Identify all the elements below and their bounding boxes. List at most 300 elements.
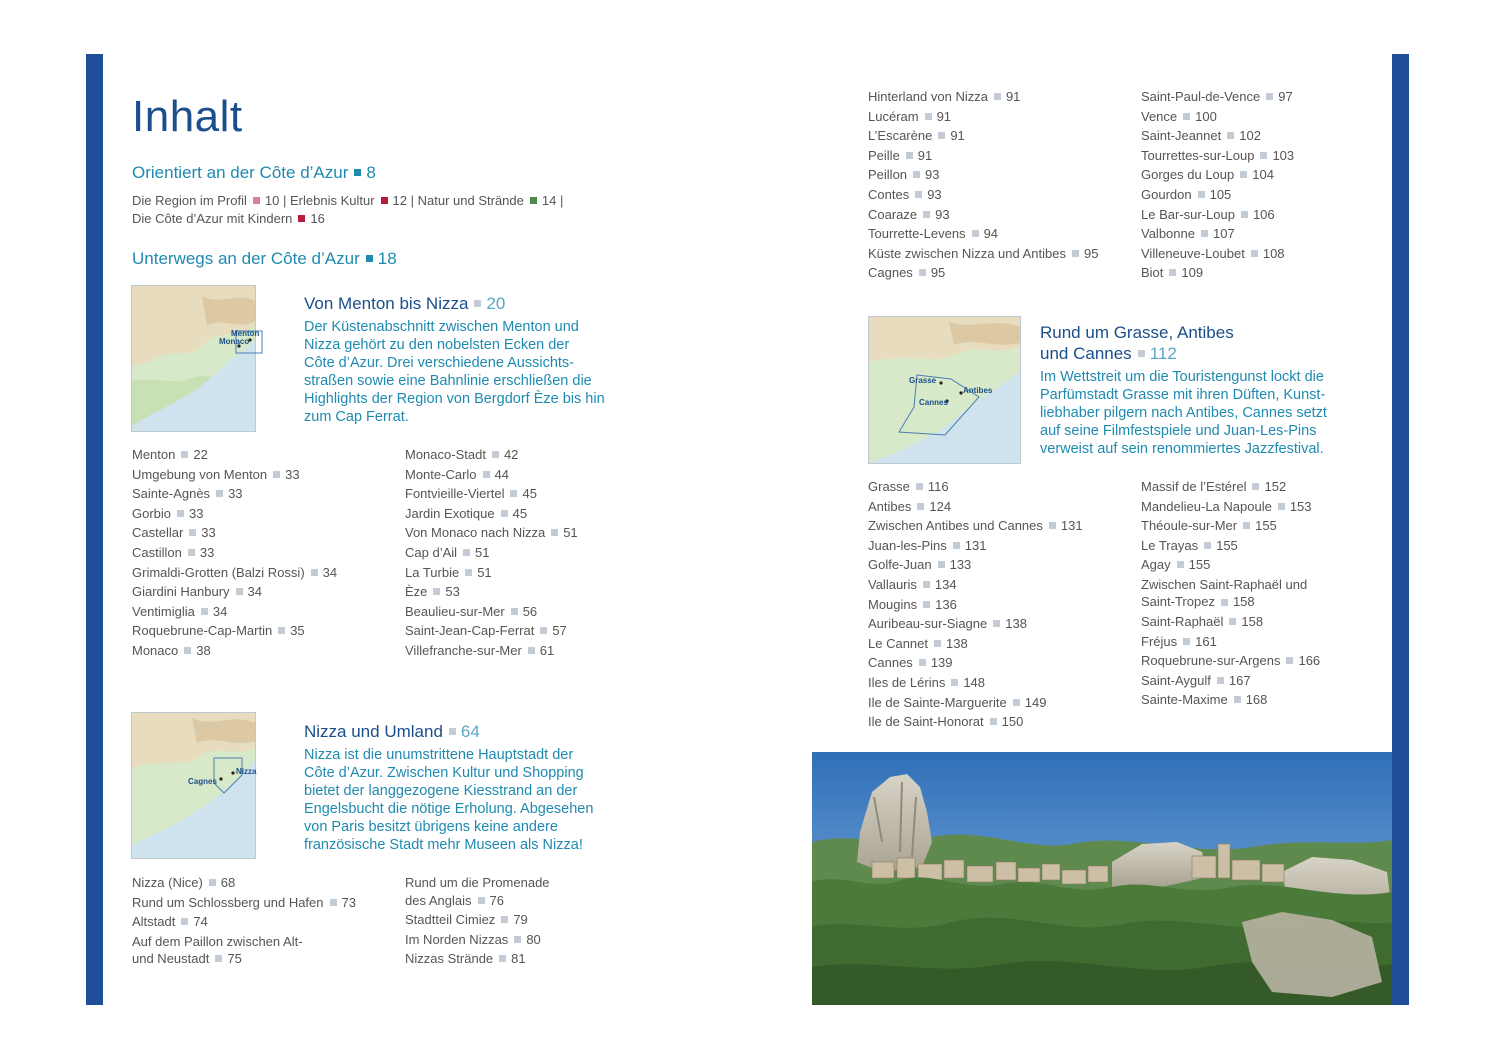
entry-name: Agay <box>1141 557 1171 573</box>
toc-entry[interactable] <box>405 465 578 485</box>
entry-name: Castellar <box>132 525 184 541</box>
entry-page: 155 <box>1216 537 1238 553</box>
entry-name: Umgebung von Menton <box>132 466 268 482</box>
description-line: Parfümstadt Grasse mit ihren Düften, Kunst- <box>1040 387 1326 403</box>
entry-name: Saint-Jean-Cap-Ferrat <box>405 623 535 639</box>
toc-entry[interactable] <box>132 602 337 622</box>
toc-entry[interactable] <box>405 873 550 910</box>
chapter-page-number: 20 <box>486 294 506 313</box>
entry-page: 34 <box>322 564 338 580</box>
toc-entry[interactable] <box>868 693 1083 713</box>
section-heading-orientiert[interactable] <box>132 163 376 183</box>
entry-name: Biot <box>1141 265 1164 281</box>
toc-entry[interactable] <box>1141 536 1320 556</box>
page-marker <box>913 171 920 178</box>
toc-entry[interactable] <box>132 543 337 563</box>
chapter-title-text-cont: und Cannes <box>1040 344 1132 363</box>
page-marker <box>465 569 472 576</box>
topic-natur-straende[interactable]: Natur und Strände <box>417 193 524 208</box>
description-line: Nizza ist die unumstrittene Hauptstadt der <box>304 747 574 763</box>
map-label: Grasse <box>909 376 937 385</box>
entry-name: Rund um Schlossberg und Hafen <box>132 894 324 910</box>
toc-entry[interactable] <box>405 543 578 563</box>
toc-entry[interactable] <box>132 621 337 641</box>
grasse-list-right <box>1141 477 1320 710</box>
topic-page-number: 14 <box>541 193 557 208</box>
page-marker <box>551 529 558 536</box>
entry-name: Sainte-Agnès <box>132 486 211 502</box>
description-line: auf seine Filmfestspiele und Juan-Les-Pins <box>1040 423 1317 439</box>
description-line: französische Stadt mehr Museen als Nizza! <box>304 837 583 853</box>
page-marker <box>1266 93 1273 100</box>
entry-page: 81 <box>511 951 526 967</box>
entry-page: 166 <box>1298 653 1321 669</box>
entry-page: 105 <box>1209 186 1232 202</box>
entry-name: Saint-Raphaël <box>1141 613 1224 629</box>
page-marker <box>540 627 547 634</box>
toc-entry[interactable] <box>1141 107 1294 127</box>
entry-page: 51 <box>563 525 578 541</box>
entry-page: 79 <box>513 912 528 927</box>
entry-name-cont: des Anglais <box>405 892 472 908</box>
chapter-page-number: 64 <box>460 722 480 741</box>
entry-page: 33 <box>285 466 300 482</box>
entry-page: 167 <box>1228 672 1251 688</box>
map-label: Monaco <box>219 337 250 346</box>
toc-entry[interactable] <box>405 949 550 969</box>
entry-page: 80 <box>526 931 541 947</box>
toc-entry[interactable] <box>1141 146 1294 166</box>
page-marker <box>278 627 285 634</box>
toc-entry[interactable] <box>868 244 1098 264</box>
entry-page: 94 <box>983 226 999 242</box>
entry-name: Antibes <box>868 498 912 514</box>
toc-entry[interactable] <box>132 523 337 543</box>
toc-entry[interactable] <box>405 910 550 930</box>
entry-name: Grimaldi-Grotten (Balzi Rossi) <box>132 564 305 580</box>
page-marker <box>1138 350 1145 357</box>
separator: | <box>559 193 564 208</box>
entry-page: 103 <box>1272 147 1295 163</box>
entry-page: 138 <box>1005 616 1027 632</box>
toc-entry[interactable] <box>868 107 1098 127</box>
entry-name: Golfe-Juan <box>868 557 932 573</box>
entry-name: Roquebrune-sur-Argens <box>1141 653 1281 669</box>
page-marker <box>177 510 184 517</box>
description-line: Côte d’Azur. Zwischen Kultur und Shopping <box>304 765 584 781</box>
entry-name: Peille <box>868 147 900 163</box>
menton-list-right <box>405 445 578 661</box>
entry-name: Mandelieu-La Napoule <box>1141 498 1272 514</box>
entry-name: Auf dem Paillon zwischen Alt- <box>132 933 303 949</box>
toc-entry[interactable] <box>405 445 578 465</box>
entry-name: Altstadt <box>132 914 176 930</box>
toc-entry[interactable] <box>132 912 356 932</box>
toc-entry[interactable] <box>868 205 1098 225</box>
entry-page: 61 <box>539 642 555 658</box>
toc-entry[interactable] <box>868 673 1083 693</box>
map-label: Nizza <box>236 767 257 776</box>
toc-entry[interactable] <box>868 653 1083 673</box>
toc-entry[interactable] <box>1141 244 1294 264</box>
toc-entry[interactable] <box>405 641 578 661</box>
toc-entry[interactable] <box>1141 224 1294 244</box>
nizza-list-right <box>405 873 550 969</box>
entry-page: 91 <box>936 108 952 124</box>
toc-entry[interactable] <box>132 873 356 893</box>
toc-entry[interactable] <box>868 536 1083 556</box>
nizza-list-left <box>132 873 356 969</box>
toc-entry[interactable] <box>405 602 578 622</box>
entry-page: 116 <box>927 479 949 494</box>
entry-page: 56 <box>522 603 538 619</box>
page-marker <box>1072 250 1079 257</box>
chapter-title-text: Rund um Grasse, Antibes <box>1040 323 1234 342</box>
entry-name: Coaraze <box>868 206 918 222</box>
entry-name: Villeneuve-Loubet <box>1141 245 1245 261</box>
toc-entry[interactable] <box>1141 575 1320 612</box>
page-marker <box>1221 599 1228 606</box>
toc-entry[interactable] <box>1141 671 1320 691</box>
toc-entry[interactable] <box>868 575 1083 595</box>
entry-name: Zwischen Saint-Raphaël und <box>1141 576 1308 592</box>
page-marker <box>925 113 932 120</box>
toc-entry[interactable] <box>132 504 337 524</box>
page-marker <box>1243 522 1250 529</box>
map-grasse-antibes-cannes <box>868 316 1021 464</box>
toc-entry[interactable] <box>405 484 578 504</box>
entry-page: 34 <box>212 603 228 619</box>
entry-page: 38 <box>196 642 211 658</box>
page-marker <box>1260 152 1267 159</box>
page-marker <box>1227 132 1234 139</box>
entry-name: Jardin Exotique <box>405 505 495 521</box>
entry-name: Valbonne <box>1141 226 1195 242</box>
page-marker <box>253 197 260 204</box>
separator: | <box>410 193 415 208</box>
page-marker <box>1286 657 1293 664</box>
description-line: Highlights der Region von Bergdorf Èze bis hin <box>304 391 605 407</box>
entry-name: Monte-Carlo <box>405 466 477 482</box>
entry-page: 148 <box>963 674 986 690</box>
entry-page: 133 <box>949 557 972 573</box>
entry-name: Saint-Paul-de-Vence <box>1141 89 1261 104</box>
entry-page: 33 <box>199 544 215 560</box>
page-marker <box>181 918 188 925</box>
page-marker <box>273 471 280 478</box>
entry-name: Fontvieille-Viertel <box>405 486 505 502</box>
page-marker <box>474 300 481 307</box>
toc-entry[interactable] <box>132 641 337 661</box>
entry-name: Ile de Sainte-Marguerite <box>868 694 1007 710</box>
entry-page: 139 <box>930 655 953 671</box>
toc-entry[interactable] <box>868 595 1083 615</box>
entry-name: Théoule-sur-Mer <box>1141 518 1238 534</box>
chapter-title-grasse[interactable] <box>1040 322 1234 364</box>
chapter-description-grasse <box>1040 368 1327 458</box>
entry-name: Von Monaco nach Nizza <box>405 525 546 541</box>
entry-page: 107 <box>1212 226 1235 242</box>
entry-name-cont: Saint-Tropez <box>1141 594 1215 610</box>
page-marker <box>181 451 188 458</box>
toc-entry[interactable] <box>132 582 337 602</box>
entry-page: 100 <box>1195 108 1217 124</box>
description-line: Côte d’Azur. Drei verschiedene Aussichts- <box>304 355 574 371</box>
page-marker <box>209 879 216 886</box>
entry-name: Le Trayas <box>1141 537 1199 553</box>
page-marker <box>366 255 373 262</box>
toc-entry[interactable] <box>868 614 1083 634</box>
entry-name: Cannes <box>868 655 913 671</box>
entry-page: 76 <box>489 892 504 908</box>
toc-entry[interactable] <box>1141 205 1294 225</box>
entry-name-cont: und Neustadt <box>132 951 210 967</box>
page-marker <box>1183 113 1190 120</box>
map-label: Cagnes <box>188 777 217 786</box>
entry-page: 93 <box>927 186 942 202</box>
chapter-title-nizza[interactable] <box>304 721 480 742</box>
page-marker <box>449 728 456 735</box>
toc-entry[interactable] <box>405 582 578 602</box>
page-marker <box>530 197 537 204</box>
hinterland-list-left <box>868 87 1098 283</box>
toc-entry[interactable] <box>868 516 1083 536</box>
entry-name: Èze <box>405 584 428 600</box>
topic-page-number: 10 <box>264 193 280 208</box>
page-marker <box>1240 171 1247 178</box>
entry-name: Juan-les-Pins <box>868 537 947 553</box>
entry-name: Ventimiglia <box>132 603 195 619</box>
hinterland-list-right <box>1141 87 1294 283</box>
entry-page: 109 <box>1181 265 1204 281</box>
entry-name: Le Bar-sur-Loup <box>1141 206 1235 222</box>
page-marker <box>951 679 958 686</box>
toc-entry[interactable] <box>868 555 1083 575</box>
page-marker <box>994 93 1001 100</box>
entry-page: 73 <box>341 894 356 910</box>
entry-name: Cagnes <box>868 265 913 281</box>
page-marker <box>492 451 499 458</box>
page-marker <box>1229 618 1236 625</box>
page-marker <box>381 197 388 204</box>
toc-entry[interactable] <box>405 621 578 641</box>
village-landscape-photo <box>812 752 1392 1005</box>
menton-list-left <box>132 445 337 661</box>
page-marker <box>201 608 208 615</box>
page-marker <box>993 620 1000 627</box>
toc-entry[interactable] <box>405 563 578 583</box>
entry-page: 22 <box>193 447 208 462</box>
entry-name: Rund um die Promenade <box>405 875 550 890</box>
toc-entry[interactable] <box>132 893 356 913</box>
entry-name: Auribeau-sur-Siagne <box>868 616 988 632</box>
entry-name: Castillon <box>132 544 182 560</box>
entry-page: 95 <box>930 265 946 281</box>
page-marker <box>919 269 926 276</box>
entry-page: 93 <box>935 206 950 222</box>
page-marker <box>433 588 440 595</box>
section-heading-unterwegs[interactable] <box>132 249 397 269</box>
entry-page: 42 <box>503 447 519 462</box>
toc-entry[interactable] <box>868 87 1098 107</box>
entry-page: 124 <box>929 498 952 514</box>
page-marker <box>184 647 191 654</box>
toc-entry[interactable] <box>132 445 337 465</box>
description-line: Der Küstenabschnitt zwischen Menton und <box>304 319 579 335</box>
entry-name: Zwischen Antibes und Cannes <box>868 518 1043 534</box>
entry-name: Tourrettes-sur-Loup <box>1141 147 1255 163</box>
page-marker <box>501 916 508 923</box>
description-line: von Paris besitzt übrigens keine andere <box>304 819 558 835</box>
page-title: Inhalt <box>132 92 243 141</box>
chapter-title-text: Von Menton bis Nizza <box>304 294 469 313</box>
grasse-list-left <box>868 477 1083 732</box>
toc-entry[interactable] <box>868 224 1098 244</box>
topic-kinder[interactable]: Die Côte d’Azur mit Kindern <box>132 211 293 226</box>
page-marker <box>923 601 930 608</box>
topic-page-number: 16 <box>310 211 325 226</box>
toc-entry[interactable] <box>1141 612 1320 632</box>
entry-page: 45 <box>522 486 537 502</box>
entry-name: Im Norden Nizzas <box>405 931 509 947</box>
page-marker <box>1049 522 1056 529</box>
page-marker <box>188 549 195 556</box>
entry-name: Stadtteil Cimiez <box>405 912 496 927</box>
toc-entry[interactable] <box>868 165 1098 185</box>
entry-name: Hinterland von Nizza <box>868 89 988 104</box>
entry-name: Menton <box>132 447 176 462</box>
topic-region-profil[interactable]: Die Region im Profil <box>132 193 247 208</box>
toc-entry[interactable] <box>868 634 1083 654</box>
page-marker <box>298 215 305 222</box>
toc-entry[interactable] <box>1141 497 1320 517</box>
entry-name: Massif de l’Estérel <box>1141 479 1247 494</box>
page-marker <box>1234 696 1241 703</box>
page-marker <box>1177 561 1184 568</box>
page-marker <box>354 169 361 176</box>
entry-name: L’Escarène <box>868 128 933 144</box>
toc-entry[interactable] <box>132 932 356 969</box>
left-edge-bar <box>86 54 103 1005</box>
section-page-number: 8 <box>366 163 376 182</box>
page-marker <box>990 718 997 725</box>
description-line: verweist auf sein renommiertes Jazzfestival. <box>1040 441 1324 457</box>
page-marker <box>514 936 521 943</box>
toc-entry[interactable] <box>868 477 1083 497</box>
entry-page: 104 <box>1252 167 1274 183</box>
toc-entry[interactable] <box>1141 87 1294 107</box>
entry-page: 57 <box>552 623 567 639</box>
entry-page: 102 <box>1239 128 1261 144</box>
entry-name: Monaco <box>132 642 179 658</box>
page-marker <box>972 230 979 237</box>
entry-page: 74 <box>193 914 208 930</box>
toc-entry[interactable] <box>1141 690 1320 710</box>
topic-erlebnis-kultur[interactable]: Erlebnis Kultur <box>289 193 375 208</box>
toc-entry[interactable] <box>868 263 1098 283</box>
map-label: Cannes <box>919 398 948 407</box>
entry-name: Mougins <box>868 596 918 612</box>
entry-name: Lucéram <box>868 108 919 124</box>
entry-name: Iles de Lérins <box>868 674 946 690</box>
toc-entry[interactable] <box>132 484 337 504</box>
map-label: Antibes <box>963 386 993 395</box>
entry-page: 53 <box>445 584 460 600</box>
page-marker <box>330 899 337 906</box>
toc-entry[interactable] <box>132 465 337 485</box>
entry-page: 33 <box>228 486 243 502</box>
entry-name: Vallauris <box>868 576 917 592</box>
entry-page: 136 <box>935 596 957 612</box>
section-page-number: 18 <box>377 249 397 268</box>
chapter-title-menton[interactable] <box>304 293 505 314</box>
toc-entry[interactable] <box>405 523 578 543</box>
entry-name: Beaulieu-sur-Mer <box>405 603 505 619</box>
toc-entry[interactable] <box>868 126 1098 146</box>
page-marker <box>215 955 222 962</box>
toc-entry[interactable] <box>1141 165 1294 185</box>
toc-entry[interactable] <box>1141 126 1294 146</box>
toc-entry[interactable] <box>868 497 1083 517</box>
toc-entry[interactable] <box>1141 185 1294 205</box>
entry-name: Gorges du Loup <box>1141 167 1235 183</box>
page-marker <box>483 471 490 478</box>
description-line: straßen sowie eine Bahnlinie erschließen die <box>304 373 592 389</box>
toc-entry[interactable] <box>132 563 337 583</box>
page-marker <box>919 659 926 666</box>
page-marker <box>938 132 945 139</box>
description-line: bietet der langgezogene Kiesstrand an der <box>304 783 578 799</box>
entry-page: 33 <box>201 525 216 541</box>
toc-entry[interactable] <box>868 185 1098 205</box>
page-marker <box>1201 230 1208 237</box>
toc-entry[interactable] <box>405 504 578 524</box>
map-label: Menton <box>231 329 260 338</box>
page-marker <box>906 152 913 159</box>
entry-name: Nizzas Strände <box>405 951 494 967</box>
entry-name: Tourrette-Levens <box>868 226 966 242</box>
entry-page: 153 <box>1289 498 1312 514</box>
entry-page: 75 <box>227 951 242 967</box>
toc-entry[interactable] <box>1141 263 1294 283</box>
orientiert-topics <box>132 192 563 228</box>
entry-page: 34 <box>247 584 263 600</box>
section-heading-text: Orientiert an der Côte d’Azur <box>132 163 349 182</box>
page-marker <box>216 490 223 497</box>
toc-entry[interactable] <box>1141 516 1320 536</box>
toc-entry[interactable] <box>1141 477 1320 497</box>
page-marker <box>511 608 518 615</box>
entry-name: Gorbio <box>132 505 172 521</box>
toc-entry[interactable] <box>868 146 1098 166</box>
toc-entry[interactable] <box>868 712 1083 732</box>
entry-page: 152 <box>1264 479 1287 494</box>
entry-page: 68 <box>220 875 236 890</box>
toc-entry[interactable] <box>1141 632 1320 652</box>
page-marker <box>499 955 506 962</box>
toc-entry[interactable] <box>1141 555 1320 575</box>
entry-page: 158 <box>1232 594 1255 610</box>
toc-entry[interactable] <box>405 930 550 950</box>
entry-page: 91 <box>917 147 933 163</box>
page-marker <box>528 647 535 654</box>
entry-page: 95 <box>1084 245 1099 261</box>
entry-name: Grasse <box>868 479 910 494</box>
page-marker <box>1217 677 1224 684</box>
toc-entry[interactable] <box>1141 651 1320 671</box>
entry-name: Fréjus <box>1141 633 1178 649</box>
entry-page: 134 <box>934 576 957 592</box>
